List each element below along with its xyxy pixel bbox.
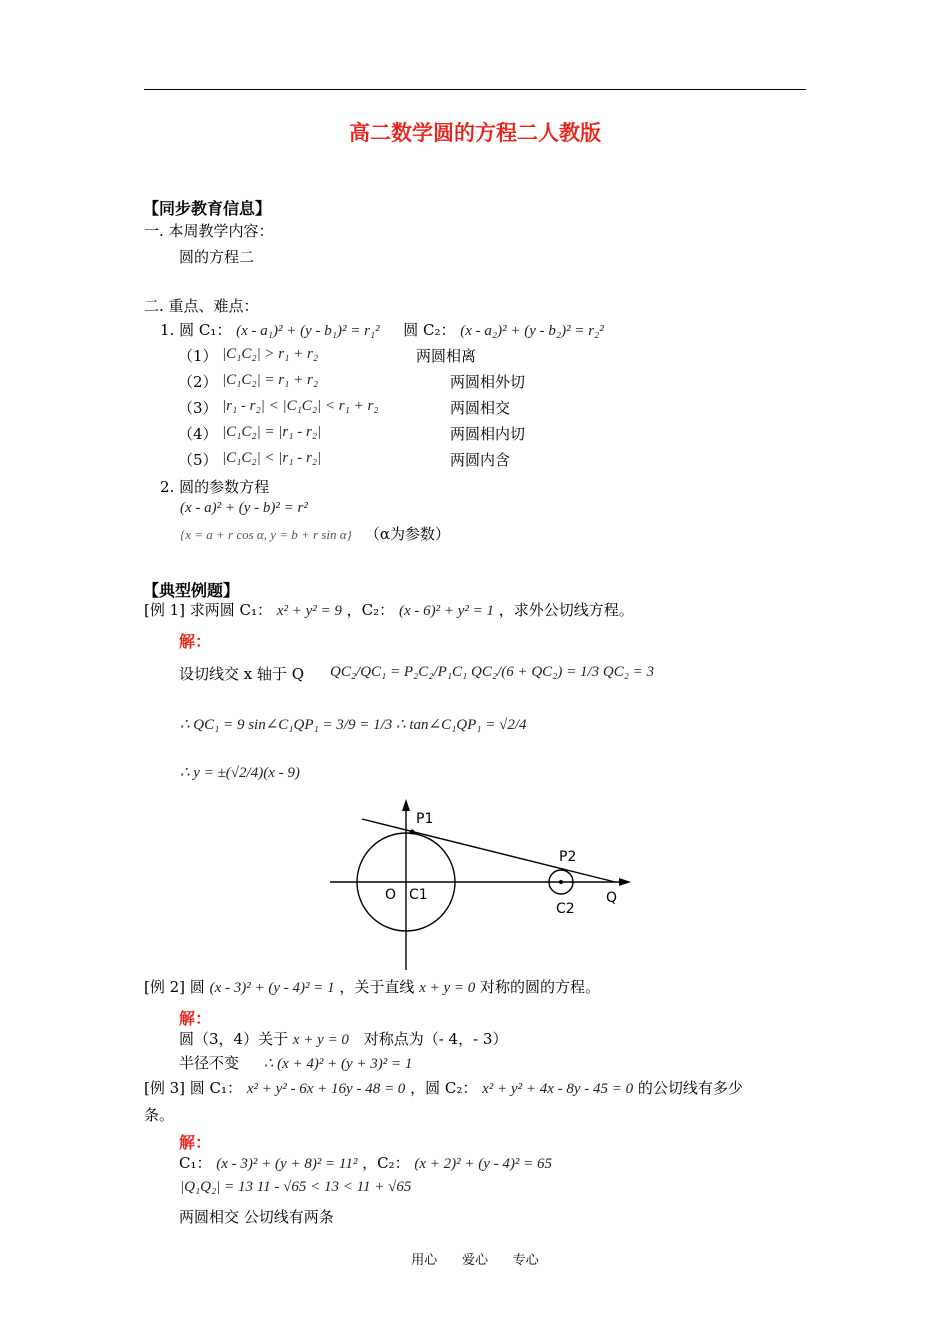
header-rule (144, 89, 806, 90)
example-2-step1 (179, 1029, 507, 1050)
example-3-c2-label: ，圆 C₂： (410, 1079, 478, 1097)
point-p1 (410, 830, 415, 835)
item-two: 二. 重点、难点： (144, 297, 259, 315)
example-3-label: [例 3] 圆 C₁： (144, 1079, 243, 1097)
section-examples-heading: 【典型例题】 (143, 581, 240, 600)
example-2-step1-line: x + y = 0 (292, 1032, 349, 1048)
example-1-tail: ，求外公切线方程。 (498, 601, 634, 619)
label-q: Q (606, 890, 618, 906)
parametric-equation: {x = a + r cos α, y = b + r sin α} (180, 527, 352, 542)
example-2-line: x + y = 0 (419, 980, 476, 996)
example-1-circle1: x² + y² = 9 (276, 603, 342, 619)
tangent-line (362, 819, 615, 882)
parametric-note: （α为参数） (364, 525, 451, 543)
circle-standard-equation: (x - a)² + (y - b)² = r² (180, 500, 308, 516)
solution-label: 解： (179, 1009, 212, 1028)
example-2-mid: ，关于直线 (339, 978, 415, 996)
example-2-step2 (179, 1053, 412, 1074)
example-2-step1-b: 对称点为（- 4，- 3） (363, 1030, 508, 1048)
tangent-figure (325, 795, 645, 975)
label-p1: P1 (416, 811, 434, 827)
point-one-label: 1. 圆 C₁： (160, 321, 232, 339)
item-one: 一. 本周教学内容： (144, 222, 274, 240)
label-p2: P2 (559, 849, 577, 865)
item-one-body: 圆的方程二 (179, 248, 255, 266)
example-3-step1-c2: ，C₂： (362, 1154, 410, 1172)
example-3-circle1: x² + y² - 6x + 16y - 48 = 0 (246, 1081, 406, 1097)
example-1-step2-eq: ∴ QC₁ = 9 sin∠C₁QP₁ = 3/9 = 1/3 ∴ tan∠C₁QP₁ = √2/4 (180, 717, 527, 733)
example-3-tail2: 条。 (144, 1106, 175, 1124)
example-3-step3: 两圆相交 公切线有两条 (179, 1208, 334, 1226)
example-1-circle2: (x - 6)² + y² = 1 (398, 603, 494, 619)
example-3-step1 (179, 1153, 552, 1174)
example-2-step2-eq: ∴ (x + 4)² + (y + 3)² = 1 (263, 1056, 413, 1072)
page-title: 高二数学圆的方程二人教版 (349, 120, 601, 145)
label-c1: C1 (409, 887, 428, 903)
case-no: （3） (178, 399, 218, 417)
example-3-step1-eq2: (x + 2)² + (y - 4)² = 65 (414, 1156, 553, 1172)
example-1-question (144, 600, 634, 621)
example-3-question (144, 1078, 743, 1099)
case-result: 两圆相离 (416, 347, 477, 365)
case-no: （1） (178, 347, 218, 365)
case-no: （2） (178, 373, 218, 391)
example-2-label: [例 2] 圆 (144, 978, 205, 996)
case-condition: |r₁ - r₂| < |C₁C₂| < r₁ + r₂ (222, 398, 379, 414)
example-1-step1-eq: QC₂/QC₁ = P₂C₂/P₁C₁ QC₂/(6 + QC₂) = 1/3 QC₂ = 3 (330, 664, 655, 680)
label-c2: C2 (556, 901, 575, 917)
circle-c2-equation: (x - a₂)² + (y - b₂)² = r₂² (460, 323, 604, 339)
parametric-line (180, 524, 450, 544)
x-axis-arrow-icon (619, 878, 631, 886)
example-1-c2-label: ，C₂： (346, 601, 395, 619)
solution-label: 解： (179, 1133, 212, 1152)
example-2-circle: (x - 3)² + (y - 4)² = 1 (209, 980, 335, 996)
case-condition: |C₁C₂| < |r₁ - r₂| (222, 450, 322, 466)
case-result: 两圆相交 (450, 399, 511, 417)
point-two: 2. 圆的参数方程 (160, 478, 270, 496)
example-2-step1-a: 圆（3，4）关于 (179, 1030, 289, 1048)
example-3-step1-c1: C₁： (179, 1154, 212, 1172)
example-3-tail: 的公切线有多少 (637, 1079, 743, 1097)
case-result: 两圆相内切 (450, 425, 526, 443)
point-one (160, 320, 604, 341)
case-no: （5） (178, 451, 218, 469)
center-c2-dot (559, 880, 563, 884)
page-footer: 用心 爱心 专心 (411, 1253, 539, 1268)
example-2-tail: 对称的圆的方程。 (480, 978, 601, 996)
case-condition: |C₁C₂| = r₁ + r₂ (222, 372, 319, 388)
example-1-step1-text: 设切线交 x 轴于 Q (179, 665, 305, 683)
example-2-question (144, 977, 600, 998)
example-3-step2-eq: |Q₁Q₂| = 13 11 - √65 < 13 < 11 + √65 (180, 1179, 412, 1195)
case-no: （4） (178, 425, 218, 443)
case-result: 两圆相外切 (450, 373, 526, 391)
circle-c2-label: 圆 C₂： (403, 321, 456, 339)
label-o: O (385, 887, 397, 903)
case-condition: |C₁C₂| = |r₁ - r₂| (222, 424, 322, 440)
example-3-step1-eq1: (x - 3)² + (y + 8)² = 11² (216, 1156, 358, 1172)
case-result: 两圆内含 (450, 451, 511, 469)
section-sync-heading: 【同步教育信息】 (143, 199, 272, 218)
case-condition: |C₁C₂| > r₁ + r₂ (222, 346, 319, 362)
example-1-step3-eq: ∴ y = ±(√2/4)(x - 9) (180, 765, 300, 781)
solution-label: 解： (179, 632, 212, 651)
example-1-label: [例 1] 求两圆 C₁： (144, 601, 273, 619)
y-axis-arrow-icon (402, 799, 410, 811)
example-2-step2-a: 半径不变 (179, 1054, 240, 1072)
example-3-circle2: x² + y² + 4x - 8y - 45 = 0 (482, 1081, 634, 1097)
circle-c1-equation: (x - a₁)² + (y - b₁)² = r₁² (236, 323, 380, 339)
